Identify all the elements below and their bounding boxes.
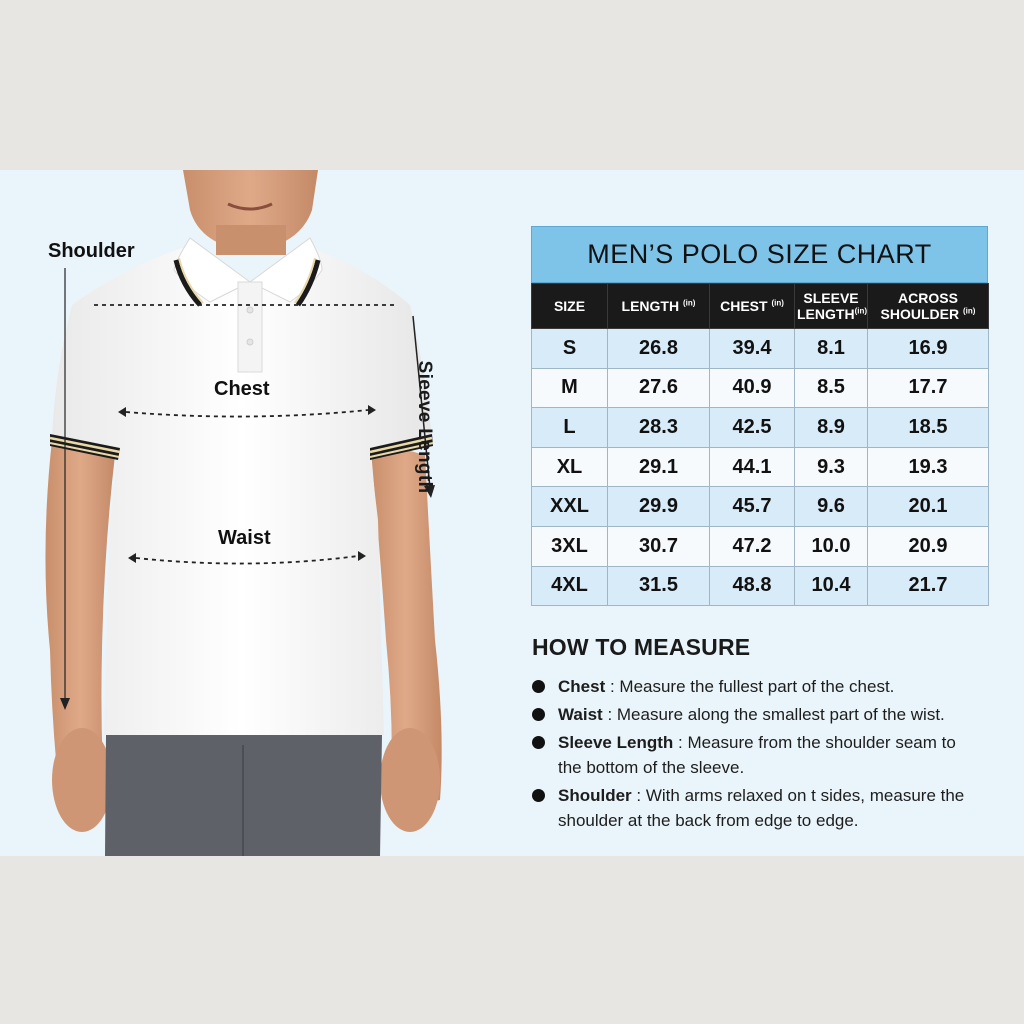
size-chart (531, 226, 988, 606)
cell-chest: 45.7 (710, 487, 795, 527)
content-band (0, 170, 1024, 856)
cell-chest: 39.4 (710, 329, 795, 369)
cell-shoulder: 20.9 (868, 526, 989, 566)
shoulder-label: Shoulder (48, 240, 135, 262)
cell-size: XL (532, 447, 608, 487)
cell-size: 3XL (532, 526, 608, 566)
list-item (532, 702, 1002, 727)
cell-chest: 48.8 (710, 566, 795, 606)
cell-length: 30.7 (608, 526, 710, 566)
item-term: Sleeve Length (558, 733, 674, 752)
how-to-title: HOW TO MEASURE (532, 634, 751, 660)
how-to-measure (532, 634, 1002, 836)
list-item (532, 783, 972, 833)
item-separator: : (673, 733, 688, 752)
list-item (532, 730, 972, 780)
cell-size: M (532, 368, 608, 408)
item-separator: : (605, 677, 620, 696)
sleeve-length-label: Sieeve Length (414, 360, 435, 494)
cell-length: 29.9 (608, 487, 710, 527)
header-across-shoulder: ACROSS SHOULDER $^{(in)}$ (868, 284, 989, 329)
header-sleeve-length: SLEEVE $LENGTH^{(in)}$ (795, 284, 868, 329)
size-table (531, 283, 989, 606)
item-separator: : (602, 705, 617, 724)
cell-sleeve: 10.0 (795, 526, 868, 566)
cell-sleeve: 8.1 (795, 329, 868, 369)
cell-sleeve: 9.6 (795, 487, 868, 527)
cell-length: 29.1 (608, 447, 710, 487)
list-item (532, 674, 1002, 699)
cell-length: 26.8 (608, 329, 710, 369)
table-header-row (532, 284, 989, 329)
item-separator: : (631, 786, 646, 805)
cell-shoulder: 18.5 (868, 408, 989, 448)
cell-size: S (532, 329, 608, 369)
cell-length: 28.3 (608, 408, 710, 448)
cell-chest: 40.9 (710, 368, 795, 408)
header-chest: CHEST $^{(in)}$ (710, 284, 795, 329)
item-text: With arms relaxed on t sides, measure the shoulder at the back from edge to edge. (558, 786, 965, 830)
chart-title: MEN’S POLO SIZE CHART (531, 226, 988, 283)
cell-shoulder: 21.7 (868, 566, 989, 606)
item-text: Measure the fullest part of the chest. (619, 677, 895, 696)
item-term: Waist (558, 705, 603, 724)
cell-sleeve: 9.3 (795, 447, 868, 487)
item-term: Shoulder (558, 786, 632, 805)
item-text: Measure along the smallest part of the wist. (616, 705, 945, 724)
cell-size: XXL (532, 487, 608, 527)
cell-shoulder: 16.9 (868, 329, 989, 369)
cell-chest: 47.2 (710, 526, 795, 566)
table-row (532, 447, 989, 487)
cell-sleeve: 8.5 (795, 368, 868, 408)
cell-sleeve: 10.4 (795, 566, 868, 606)
cell-length: 31.5 (608, 566, 710, 606)
cell-chest: 44.1 (710, 447, 795, 487)
cell-shoulder: 20.1 (868, 487, 989, 527)
bullet-icon (532, 680, 545, 693)
cell-size: L (532, 408, 608, 448)
cell-sleeve: 8.9 (795, 408, 868, 448)
cell-size: 4XL (532, 566, 608, 606)
header-length: LENGTH $^{(in)}$ (608, 284, 710, 329)
table-row (532, 526, 989, 566)
table-row (532, 566, 989, 606)
polo-shirt-illustration (0, 170, 520, 856)
bullet-icon (532, 736, 545, 749)
table-row (532, 329, 989, 369)
item-text: Measure from the shoulder seam to the bottom of the sleeve. (558, 733, 956, 777)
model-figure (0, 170, 520, 856)
table-row (532, 368, 989, 408)
cell-chest: 42.5 (710, 408, 795, 448)
bullet-icon (532, 789, 545, 802)
table-row (532, 487, 989, 527)
bullet-icon (532, 708, 545, 721)
waist-label: Waist (218, 527, 271, 549)
header-size: SIZE (532, 284, 608, 329)
item-term: Chest (558, 677, 606, 696)
table-row (532, 408, 989, 448)
cell-length: 27.6 (608, 368, 710, 408)
cell-shoulder: 19.3 (868, 447, 989, 487)
cell-shoulder: 17.7 (868, 368, 989, 408)
chest-label: Chest (214, 378, 270, 400)
